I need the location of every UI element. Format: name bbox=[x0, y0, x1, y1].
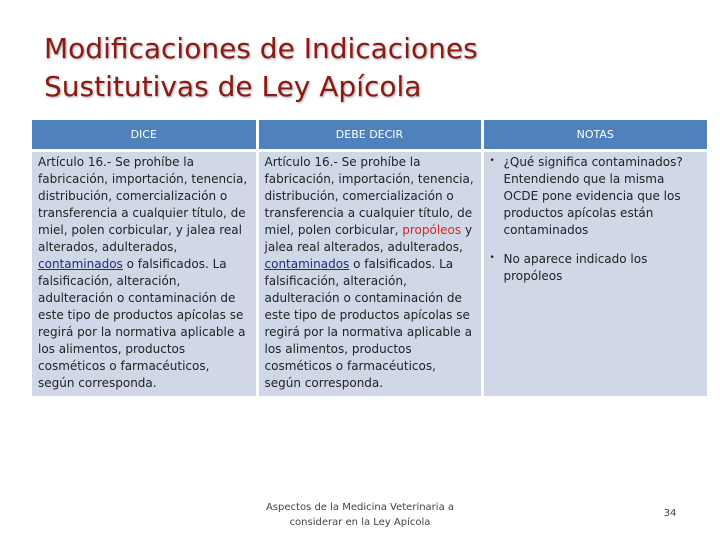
note-text: No aparece indicado los propóleos bbox=[503, 252, 648, 283]
slide-title-line-1: Modificaciones de Indicaciones bbox=[44, 32, 478, 65]
header-debe-decir: DEBE DECIR bbox=[257, 120, 482, 151]
page-number: 34 bbox=[663, 508, 677, 519]
debe-underlined-word: contaminados bbox=[264, 257, 350, 271]
note-item bbox=[490, 251, 702, 285]
note-text: ¿Qué significa contaminados? Entendiendo que la misma OCDE pone evidencia que los productos apícolas están contaminados bbox=[503, 155, 683, 237]
bullet-icon: • bbox=[489, 253, 495, 263]
cell-dice bbox=[32, 151, 257, 397]
slide-title bbox=[44, 30, 684, 106]
cell-debe-decir bbox=[257, 151, 482, 397]
debe-text-middle: y jalea real alterados, adulterados, bbox=[264, 223, 473, 254]
note-item bbox=[490, 154, 702, 239]
table-row bbox=[32, 151, 707, 397]
debe-text-before: Artículo 16.- Se prohíbe la fabricación, importación, tenencia, distribución, comercialización o transferencia a cualquier título, de miel, polen corbicular, bbox=[264, 155, 474, 237]
dice-text-after: o falsificados. La falsificación, alteración, adulteración o contaminación de este tipo de productos apícolas se regirá por la normativa aplicable a los alimentos, productos cosméticos o farmacéuticos, según corresponda. bbox=[38, 257, 246, 390]
debe-text-after: o falsificados. La falsificación, alteración, adulteración o contaminación de este tipo de productos apícolas se regirá por la normativa aplicable a los alimentos, productos cosméticos o farmacéuticos, según corresponda. bbox=[264, 257, 472, 390]
slide-title-line-2: Sustitutivas de Ley Apícola bbox=[44, 70, 422, 103]
header-notas: NOTAS bbox=[482, 120, 707, 151]
debe-highlight-word: propóleos bbox=[402, 223, 462, 237]
comparison-table bbox=[32, 120, 707, 396]
dice-text-before: Artículo 16.- Se prohíbe la fabricación, importación, tenencia, distribución, comercialización o transferencia a cualquier título, de miel, polen corbicular, y jalea real alterados, adulterados, bbox=[38, 155, 248, 254]
cell-notas bbox=[482, 151, 707, 397]
header-dice: DICE bbox=[32, 120, 257, 151]
footer-text: Aspectos de la Medicina Veterinaria a considerar en la Ley Apícola bbox=[265, 502, 455, 528]
bullet-icon: • bbox=[489, 156, 495, 166]
table-header-row bbox=[32, 120, 707, 151]
dice-underlined-word: contaminados bbox=[38, 257, 123, 271]
